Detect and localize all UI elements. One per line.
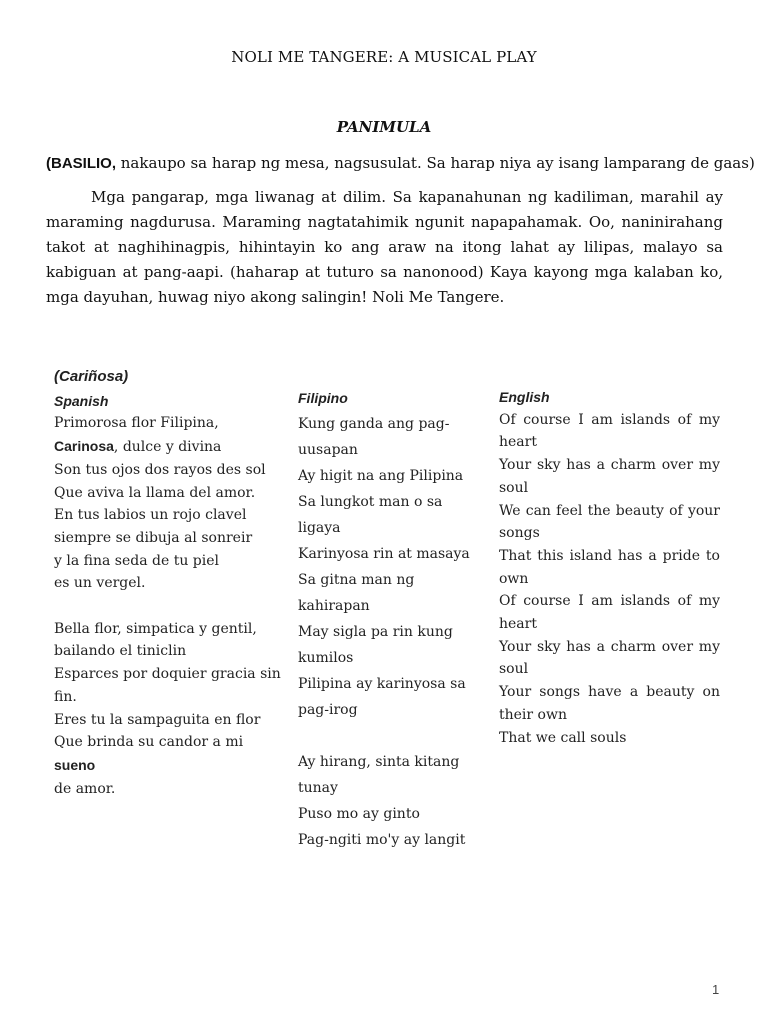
lyric-line: Pilipina ay karinyosa sa pag-irog [298,676,466,718]
lyric-line: That we call souls [499,729,627,746]
lyric-line: Of course I am islands of my heart [499,593,720,633]
stage-direction [46,152,755,175]
lyric-text: , dulce y divina [113,439,222,456]
lyric-line: y la fina seda de tu piel [54,552,220,569]
lyric-line: Ay hirang, sinta kitang tunay [298,754,460,796]
lyric-line: Ay higit na ang Pilipina [298,468,464,484]
filipino-header: Filipino [298,390,348,406]
lyric-text: Que brinda su candor a mi [54,734,244,751]
lyric-line: es un vergel. [54,575,146,592]
lyric-line: Esparces por doquier gracia sin fin. [54,666,281,705]
lyric-line: Pag-ngiti mo'y ay langit [298,832,466,848]
lyric-line: Your sky has a charm over my soul [499,457,720,496]
lyric-line: siempre se dibuja al sonreir [54,529,253,546]
lyric-line: de amor. [54,780,116,797]
stanza-gap [298,723,478,749]
lyric-line: We can feel the beauty of your songs [499,502,720,542]
lyric-line: Your sky has a charm over my soul [499,638,720,678]
document-title: NOLI ME TANGERE: A MUSICAL PLAY [231,48,537,66]
lyric-line: Kung ganda ang pag-uusapan [298,416,450,458]
stanza-gap [54,595,286,618]
monologue-paragraph: Mga pangarap, mga liwanag at dilim. Sa kapanahunan ng kadiliman, marahil ay maraming nagdurusa. Maraming nagtatahimik ngunit napapahamak. Oo, naninirahang takot at naghihinagpis, hihintayin ko ang araw na itong lahat ay lilipas, malayo sa kabiguan at pang-aapi. (haharap at tuturo sa nanonood) Kaya kayong mga kalaban ko, mga dayuhan, huwag niyo akong salingin! Noli Me Tangere. [46,188,723,306]
lyric-line: Sa gitna man ng kahirapan [298,572,415,614]
filipino-lyrics-column [298,388,478,848]
song-title: (Cariñosa) [54,368,129,385]
lyric-line: En tus labios un rojo clavel [54,507,247,524]
lyric-line: Bella flor, simpatica y gentil, [54,620,257,637]
english-lyrics-column [499,386,720,749]
lyric-line: Puso mo ay ginto [298,806,420,822]
lyric-line: Que aviva la llama del amor. [54,484,256,501]
lyric-line: Sa lungkot man o sa ligaya [298,494,443,536]
emphasized-word: Carinosa [54,438,114,455]
lyric-line: bailando el tiniclin [54,643,187,660]
speaker-name: (BASILIO, [46,155,116,172]
lyric-line: Son tus ojos dos rayos des sol [54,461,266,478]
spanish-header: Spanish [54,392,109,409]
lyric-line: That this island has a pride to own [499,547,720,587]
lyric-line [54,731,286,777]
spanish-lyrics-column [54,366,286,800]
lyric-line: Your songs have a beauty on their own [499,684,720,723]
stage-direction-text: nakaupo sa harap ng mesa, nagsusulat. Sa harap niya ay isang lamparang de gaas) [116,154,755,172]
emphasized-word: sueno [54,756,96,773]
lyric-line: May sigla pa rin kung kumilos [298,624,453,666]
lyric-line [54,435,286,459]
lyric-line: Of course I am islands of my heart [499,411,720,451]
lyric-line: Primorosa flor Filipina, [54,415,219,432]
lyric-line: Karinyosa rin at masaya [298,546,470,562]
section-heading: PANIMULA [336,118,432,136]
page-number: 1 [712,982,720,997]
lyric-line: Eres tu la sampaguita en flor [54,711,261,728]
english-header: English [499,389,550,405]
